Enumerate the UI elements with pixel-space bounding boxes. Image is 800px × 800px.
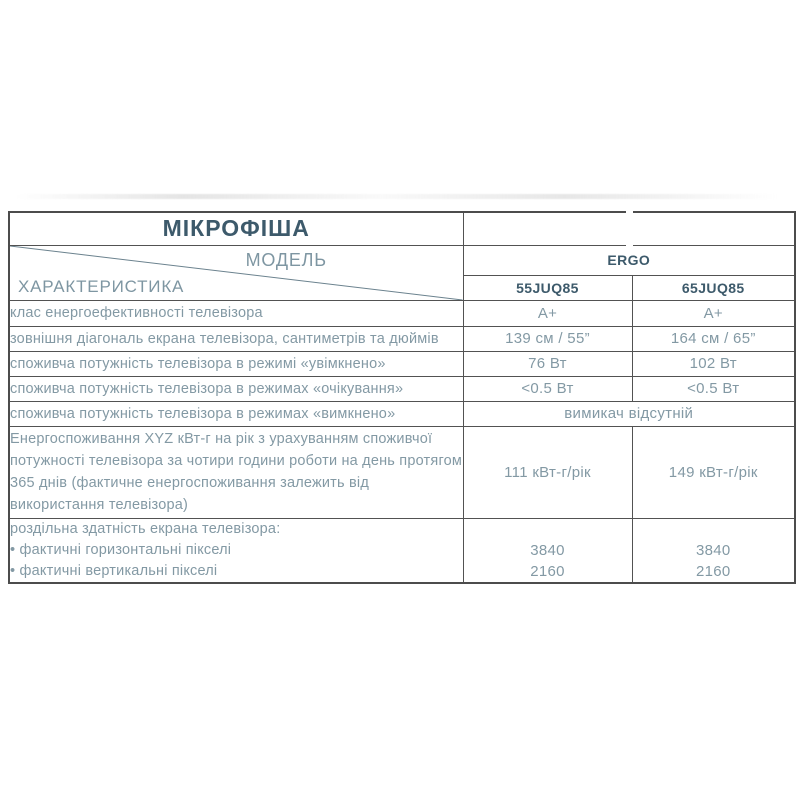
table-row-diagonal [9, 326, 795, 351]
spec-value-55: А+ [463, 300, 632, 326]
spec-label: Енергоспоживання XYZ кВт-г на рік з урахуванням споживчої потужності телевізора за чотири години роботи на день протягом 365 днів (фактичне енергоспоживання залежить від використання телевізора) [9, 426, 463, 518]
table-row-energy-class [9, 300, 795, 326]
empty-header-cell [463, 212, 795, 245]
spec-value-55: 111 кВт-г/рік [463, 426, 632, 518]
resolution-heading: роздільна здатність екрана телевізора: [10, 520, 281, 537]
scan-gap-artifact [626, 210, 633, 213]
table-row-power-on [9, 351, 795, 376]
spec-label: клас енергоефективності телевізора [9, 300, 463, 326]
spec-table [8, 211, 796, 584]
spec-value-55: 3840 [530, 541, 565, 559]
spec-value-55: 139 см / 55” [463, 326, 632, 351]
spec-value-65: 2160 [695, 562, 731, 580]
microfiche-title: МІКРОФІША [9, 212, 463, 245]
spec-value-65: 3840 [695, 541, 731, 559]
spec-value-55: 76 Вт [463, 351, 632, 376]
spacer [633, 519, 795, 540]
model-characteristic-cell [9, 245, 463, 300]
spec-value-group-65 [632, 518, 795, 583]
spec-value-65: 164 см / 65” [632, 326, 795, 351]
resolution-vertical-label: • фактичні вертикальні пікселі [10, 562, 218, 579]
spec-value-span: вимикач відсутній [463, 401, 795, 426]
spec-label: споживча потужність телевізора в режимах «вимкнено» [9, 401, 463, 426]
scan-smudge-artifact [16, 194, 778, 199]
spec-value-65: <0.5 Вт [632, 376, 795, 401]
table-row-resolution [9, 518, 795, 583]
spec-value-65: 149 кВт-г/рік [632, 426, 795, 518]
model-2-header: 65JUQ85 [632, 275, 795, 300]
spec-value-65: А+ [632, 300, 795, 326]
model-label: МОДЕЛЬ [245, 249, 327, 270]
brand-cell: ERGO [463, 245, 795, 275]
spec-value-65: 102 Вт [632, 351, 795, 376]
table-row-standby [9, 376, 795, 401]
spec-label: зовнішня діагональ екрана телевізора, сантиметрів та дюймів [9, 326, 463, 351]
spec-value-55: <0.5 Вт [463, 376, 632, 401]
spec-label: споживча потужність телевізора в режимі «увімкнено» [9, 351, 463, 376]
spec-label: споживча потужність телевізора в режимах «очікування» [9, 376, 463, 401]
table-row-annual-energy [9, 426, 795, 518]
spacer [464, 519, 632, 540]
spec-label-group [9, 518, 463, 583]
scan-gap-artifact [626, 243, 633, 246]
table-row-off-mode [9, 401, 795, 426]
model-1-header: 55JUQ85 [463, 275, 632, 300]
characteristic-label: ХАРАКТЕРИСТИКА [18, 276, 185, 296]
table-row-title [9, 212, 795, 245]
table-row-model [9, 245, 795, 275]
spec-value-group-55 [463, 518, 632, 583]
resolution-horizontal-label: • фактичні горизонтальні пікселі [10, 541, 232, 558]
spec-value-55: 2160 [530, 562, 565, 580]
